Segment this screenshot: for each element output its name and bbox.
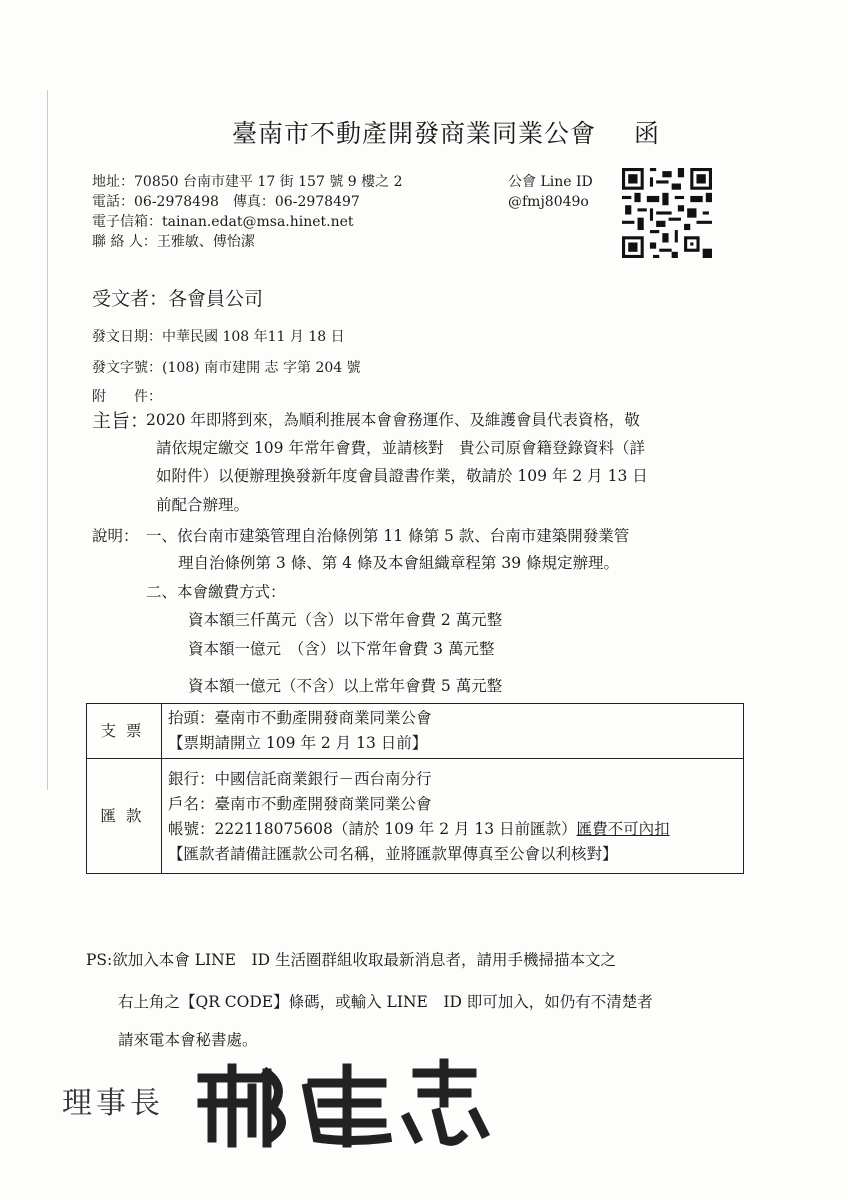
contact-phone-fax: 電話：06-2978498 傳真：06-2978497: [92, 194, 360, 210]
line-id-value: @fmj8049o: [508, 194, 589, 210]
check-details: [162, 704, 744, 759]
subject-line-2: 請依規定繳交 109 年常年會費，並請核對 貴公司原會籍登錄資料（詳: [156, 439, 645, 457]
check-label: 支票: [87, 704, 162, 759]
bank-name: 銀行：中國信託商業銀行－西台南分行: [168, 770, 432, 788]
check-payee: 抬頭：臺南市不動產開發商業同業公會: [168, 709, 432, 727]
fee-tier-3: 資本額一億元（不含）以上常年會費 5 萬元整: [188, 677, 503, 695]
contact-address: 地址：70850 台南市建平 17 街 157 號 9 樓之 2: [92, 174, 403, 190]
ps-line-2: 右上角之【QR CODE】條碼，或輸入 LINE ID 即可加入，如仍有不清楚者: [118, 993, 653, 1011]
account-number-line: [168, 817, 737, 842]
payment-table: [86, 703, 744, 874]
check-date-note: 【票期請開立 109 年 2 月 13 日前】: [168, 734, 428, 752]
issue-date: 發文日期：中華民國 108 年11 月 18 日: [92, 329, 345, 345]
signature-stamp-icon: [192, 1058, 492, 1148]
explanation-item-2-title: 二、本會繳費方式：: [146, 583, 286, 601]
ps-line-1: PS:欲加入本會 LINE ID 生活圈群組收取最新消息者，請用手機掃描本文之: [86, 951, 616, 969]
explanation-label: 說明：: [92, 527, 139, 545]
check-row: [87, 704, 744, 759]
remit-label: 匯款: [87, 759, 162, 874]
fee-deduction-note: 匯費不可內扣: [576, 820, 670, 838]
fee-tier-1: 資本額三仟萬元（含）以下常年會費 2 萬元整: [188, 611, 503, 629]
fee-tier-2: 資本額一億元 （含）以下常年會費 3 萬元整: [188, 640, 495, 658]
account-number: 帳號：222118075608（請於 109 年 2 月 13 日前匯款）: [168, 820, 577, 838]
contact-person: 聯 絡 人：王雅敏、傅怡潔: [92, 234, 255, 250]
recipient: 受文者：各會員公司: [92, 288, 264, 310]
subject-line-1: 2020 年即將到來，為順利推展本會會務運作、及維護會員代表資格，敬: [146, 411, 640, 429]
explanation-item-1-line-2: 理自治條例第 3 條、第 4 條及本會組織章程第 39 條規定辦理。: [178, 554, 620, 572]
explanation-item-1-line-1: 一、依台南市建築管理自治條例第 11 條第 5 款、台南市建築開發業管: [146, 527, 630, 545]
remit-instruction: 【匯款者請備註匯款公司名稱，並將匯款單傳真至公會以利核對】: [168, 845, 618, 863]
subject-line-4: 前配合辦理。: [156, 496, 250, 514]
remit-details: [162, 759, 744, 874]
document-number: 發文字號：(108) 南市建開 志 字第 204 號: [92, 360, 361, 376]
scan-margin-line: [47, 90, 48, 790]
organization-name: 臺南市不動產開發商業同業公會: [232, 119, 597, 148]
remit-row: [87, 759, 744, 874]
attachment: 附 件：: [92, 389, 162, 405]
contact-email: 電子信箱：tainan.edat@msa.hinet.net: [92, 214, 354, 230]
document-title: [232, 114, 660, 150]
line-id-label: 公會 Line ID: [508, 174, 593, 190]
subject-line-3: 如附件）以便辦理換發新年度會員證書作業，敬請於 109 年 2 月 13 日: [156, 467, 648, 485]
ps-line-3: 請來電本會秘書處。: [118, 1031, 258, 1049]
subject-label: 主旨：: [92, 410, 150, 432]
account-name: 戶名：臺南市不動產開發商業同業公會: [168, 795, 432, 813]
chairman-title: 理事長: [62, 1086, 164, 1121]
qr-code-icon: [622, 168, 712, 258]
document-type: 函: [634, 119, 661, 148]
